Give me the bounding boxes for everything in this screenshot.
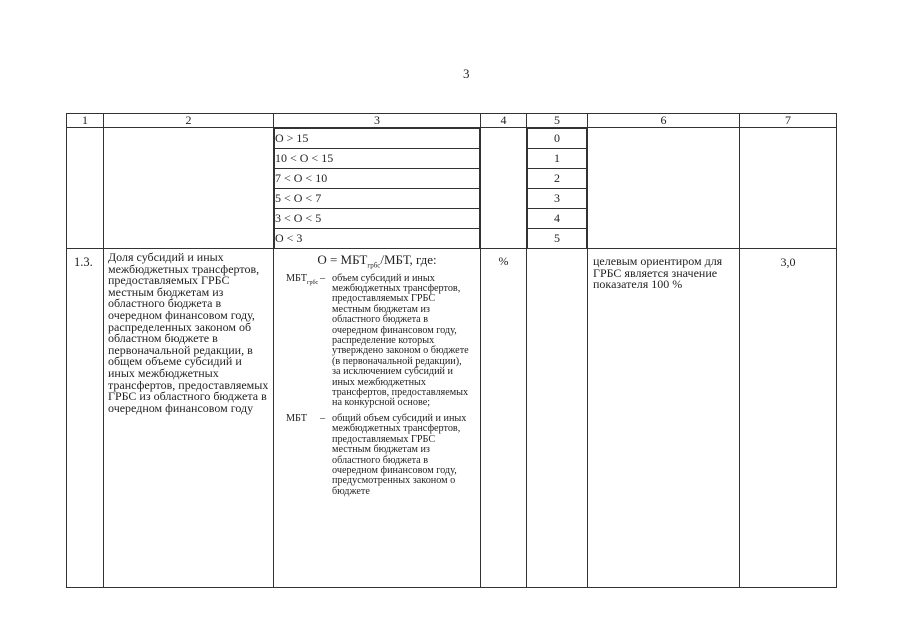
score: 5	[528, 229, 587, 249]
indicator-description: Доля субсидий и иных межбюджетных трансфертов, предоставляемых ГРБС местным бюджетам из областного бюджета в очередном финансовом году, распределенных законом об областном бюджете в первоначальной редакции, в общем объеме субсидий и иных межбюджетных трансфертов, предоставляемых ГРБС из областного бюджета в очередном финансовом году	[104, 249, 274, 588]
definition-mbt: МБТ – общий объем субсидий и иных межбюджетных трансфертов, предоставляемых ГРБС местным бюджетам из областного бюджета в очередном финансовом году, предусмотренных законом о бюджете	[286, 412, 467, 497]
target-description: целевым ориентиром для ГРБС является значение показателя 100 %	[588, 249, 740, 588]
score-scale-row	[67, 128, 837, 249]
empty-cell	[740, 128, 837, 249]
condition: О > 15	[275, 129, 480, 149]
scores-cell	[527, 128, 588, 249]
score: 3	[528, 189, 587, 209]
empty-cell	[67, 128, 104, 249]
condition: 7 < О < 10	[275, 169, 480, 189]
empty-cell	[481, 128, 527, 249]
page-number: 3	[463, 66, 470, 81]
empty-cell	[104, 128, 274, 249]
score: 2	[528, 169, 587, 189]
col-header-7: 7	[740, 114, 837, 128]
criteria-table	[66, 113, 837, 588]
score: 0	[528, 129, 587, 149]
col-header-4: 4	[481, 114, 527, 128]
col-header-6: 6	[588, 114, 740, 128]
formula-cell	[274, 249, 481, 588]
header-row	[67, 114, 837, 128]
condition: О < 3	[275, 229, 480, 249]
weight-value: 3,0	[740, 249, 837, 588]
condition: 3 < О < 5	[275, 209, 480, 229]
col-header-2: 2	[104, 114, 274, 128]
conditions-list	[274, 128, 480, 248]
col-header-3: 3	[274, 114, 481, 128]
formula: $О = МБТ_{грбс}$/МБТ, где:	[317, 252, 437, 270]
indicator-row-1-3	[67, 249, 837, 588]
condition: 10 < О < 15	[275, 149, 480, 169]
conditions-cell	[274, 128, 481, 249]
score: 1	[528, 149, 587, 169]
score: 4	[528, 209, 587, 229]
empty-cell	[527, 249, 588, 588]
scores-list	[527, 128, 587, 248]
unit: %	[481, 249, 527, 588]
col-header-1: 1	[67, 114, 104, 128]
col-header-5: 5	[527, 114, 588, 128]
condition: 5 < О < 7	[275, 189, 480, 209]
definition-mbt-grbs: $МБТ_{грбс}$ – объем субсидий и иных межбюджетных трансфертов, предоставляемых ГРБС местным бюджетам из областного бюджета в очередном финансовом году, распределение которых утверждено законом о бюджете (в первоначальной редакции), за исключением субсидий и иных межбюджетных трансфертов, предоставляемых на конкурсной основе;	[286, 272, 469, 409]
row-number: 1.3.	[67, 249, 104, 588]
empty-cell	[588, 128, 740, 249]
